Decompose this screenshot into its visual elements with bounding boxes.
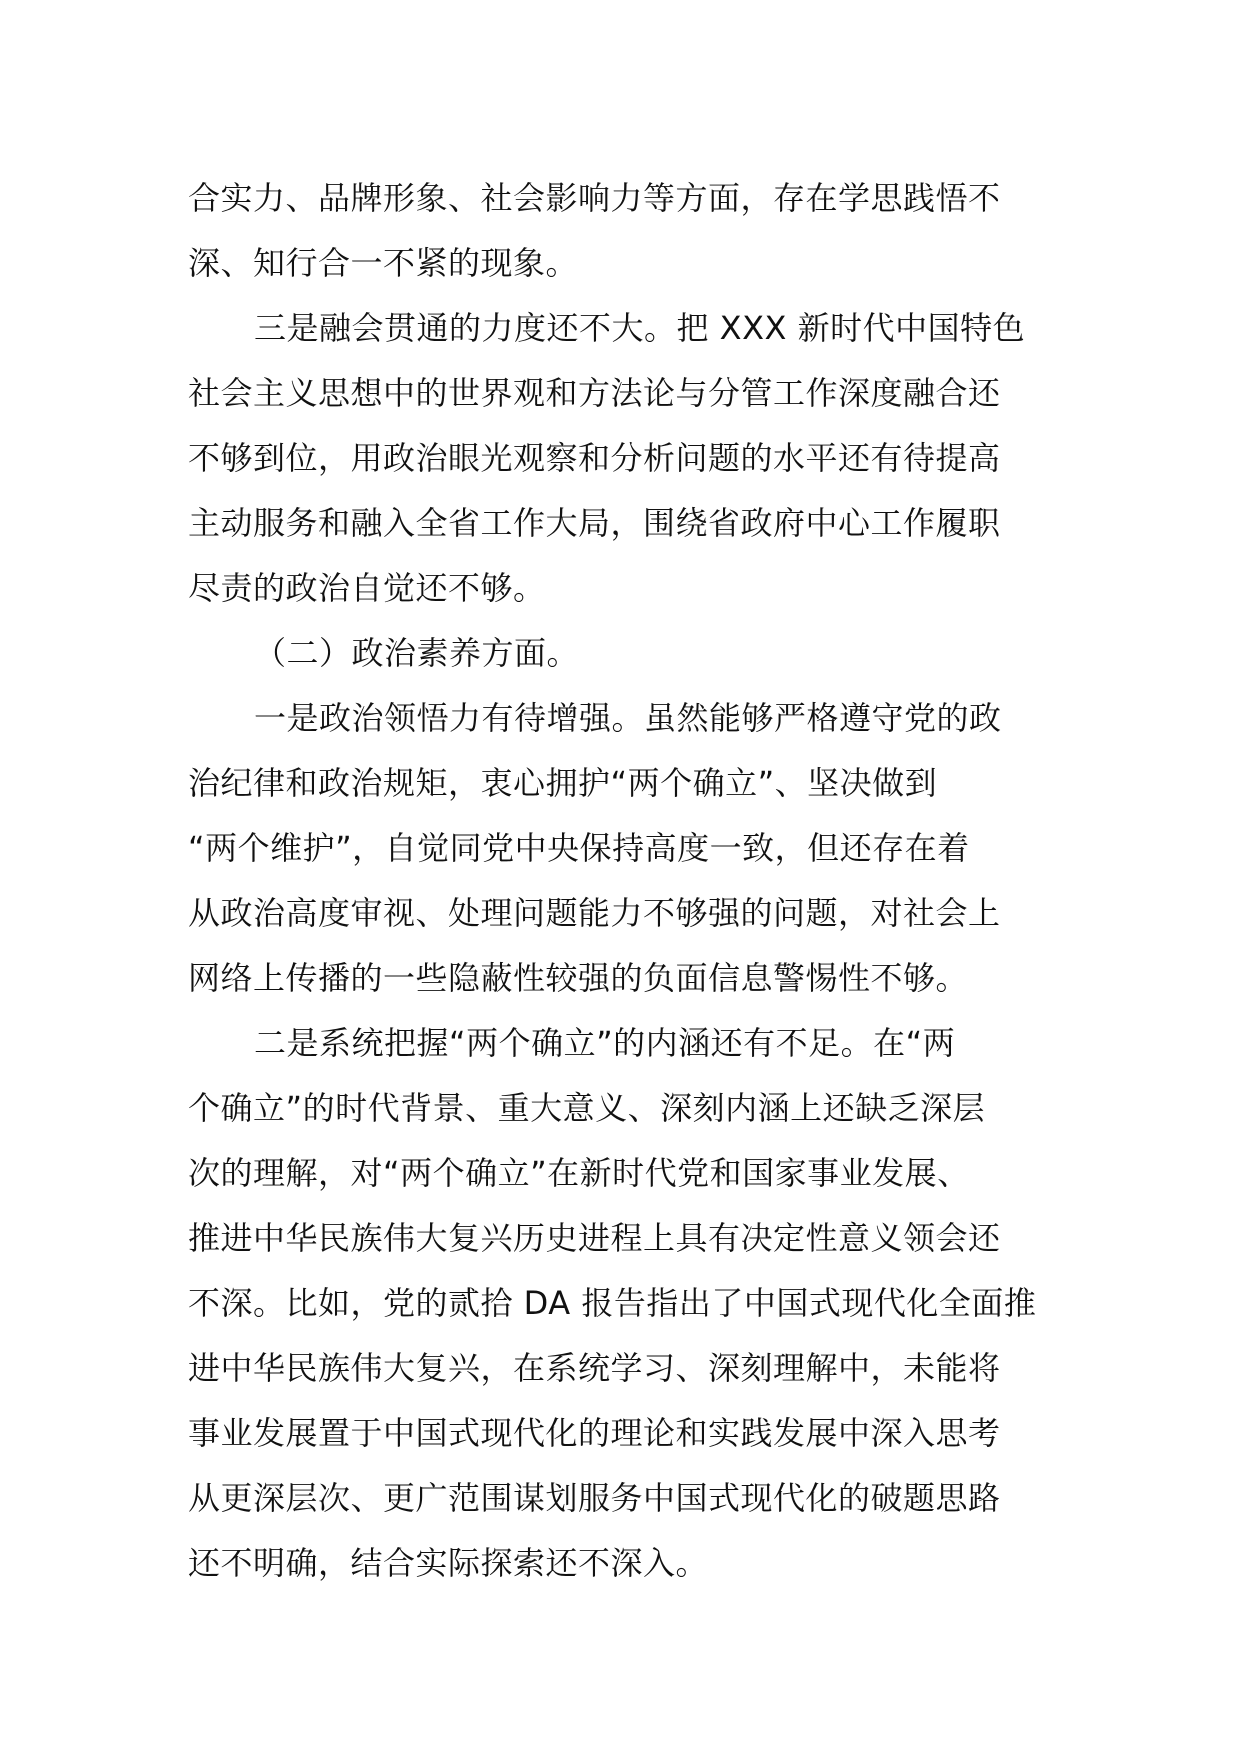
text-line: 主动服务和融入全省工作大局，围绕省政府中心工作履职 — [188, 504, 1001, 542]
section-heading: （二）政治素养方面。 — [254, 634, 580, 672]
text-line: 推进中华民族伟大复兴历史进程上具有决定性意义领会还 — [188, 1219, 1001, 1257]
text-line: 不够到位，用政治眼光观察和分析问题的水平还有待提高 — [188, 439, 1001, 477]
text-line: 事业发展置于中国式现代化的理论和实践发展中深入思考 — [188, 1414, 1001, 1452]
text-line: 次的理解，对“两个确立”在新时代党和国家事业发展、 — [188, 1154, 970, 1192]
text-line: 深、知行合一不紧的现象。 — [188, 244, 579, 282]
text-line: “两个维护”，自觉同党中央保持高度一致，但还存在着 — [188, 829, 970, 867]
text-line: 网络上传播的一些隐蔽性较强的负面信息警惕性不够。 — [188, 959, 969, 997]
paragraph-start-line: 三是融会贯通的力度还不大。把 XXX 新时代中国特色 — [254, 309, 1026, 347]
text-line: 从更深层次、更广范围谋划服务中国式现代化的破题思路 — [188, 1479, 1001, 1517]
text-line: 个确立”的时代背景、重大意义、深刻内涵上还缺乏深层 — [188, 1089, 986, 1127]
text-line: 尽责的政治自觉还不够。 — [188, 569, 546, 607]
paragraph-start-line: 二是系统把握“两个确立”的内涵还有不足。在“两 — [254, 1024, 956, 1062]
text-line: 不深。比如，党的贰拾 DA 报告指出了中国式现代化全面推 — [188, 1284, 1037, 1322]
paragraph-start-line: 一是政治领悟力有待增强。虽然能够严格遵守党的政 — [254, 699, 1002, 737]
text-line: 合实力、品牌形象、社会影响力等方面，存在学思践悟不 — [188, 179, 1001, 217]
text-line: 还不明确，结合实际探索还不深入。 — [188, 1544, 709, 1582]
text-line: 治纪律和政治规矩，衷心拥护“两个确立”、坚决做到 — [188, 764, 938, 802]
document-body — [188, 166, 1056, 1596]
text-line: 社会主义思想中的世界观和方法论与分管工作深度融合还 — [188, 374, 1001, 412]
text-line: 进中华民族伟大复兴，在系统学习、深刻理解中，未能将 — [188, 1349, 1001, 1387]
text-line: 从政治高度审视、处理问题能力不够强的问题，对社会上 — [188, 894, 1001, 932]
